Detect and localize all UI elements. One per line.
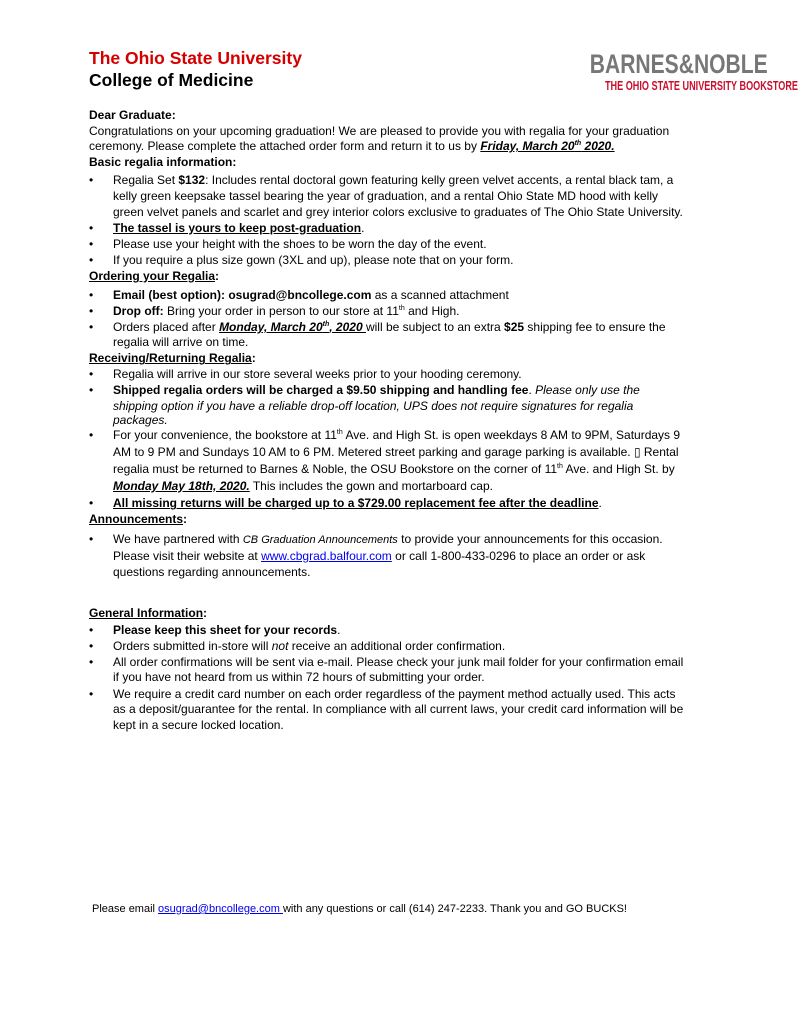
list-item bbox=[89, 320, 685, 351]
tassel-note: The tassel is yours to keep post-graduation bbox=[113, 220, 362, 235]
intro-deadline-text: Friday, March 20 bbox=[480, 139, 575, 154]
announcements-b: to provide your announcements for this occasion. Please visit their website at bbox=[113, 532, 663, 564]
shipping-fee-dot: . bbox=[528, 383, 532, 398]
shipping-fee: Shipped regalia orders will be charged a $9.50 shipping and handling fee bbox=[113, 383, 529, 398]
in-store-a: Orders submitted in-store will bbox=[113, 638, 272, 653]
list-item bbox=[89, 496, 685, 512]
cbgrad-link[interactable]: www.cbgrad.balfour.com bbox=[261, 549, 392, 564]
ordering-heading bbox=[89, 269, 685, 285]
hours-d: This includes the gown and mortarboard cap. bbox=[249, 478, 493, 493]
general-list bbox=[89, 623, 685, 734]
receiving-heading-text: Receiving/Returning Regalia bbox=[89, 351, 252, 366]
tassel-note-end: . bbox=[361, 220, 365, 235]
late-order-date-b: , 2020 bbox=[329, 319, 366, 334]
announcements-a: We have partnered with bbox=[113, 532, 243, 547]
footer-a: Please email bbox=[92, 903, 159, 915]
letter-body bbox=[89, 108, 685, 734]
drop-off-label: Drop off: bbox=[113, 303, 164, 318]
list-item bbox=[89, 427, 685, 494]
late-order-date bbox=[219, 320, 366, 334]
hours-b: Ave. and High St. is open weekdays 8 AM to 9PM, Saturdays 9 AM to 9 PM and Sundays 10 AM to 6 PM. Metered street parking and garage parking is available. ▯ Rental regalia must be returned to Barnes & Noble, the OSU Bookstore on the corner of 11 bbox=[113, 428, 681, 476]
shipping-fee-note: Please only use the shipping option if you have a reliable drop-off location, UPS does not require signatures for regalia packages. bbox=[113, 383, 640, 427]
in-store-b: receive an additional order confirmation. bbox=[288, 638, 506, 653]
late-order-a: Orders placed after bbox=[113, 319, 220, 334]
in-store-not: not bbox=[271, 638, 289, 653]
keep-sheet-end: . bbox=[337, 622, 341, 637]
university-title: The Ohio State University bbox=[89, 48, 302, 68]
list-item bbox=[89, 639, 685, 655]
credit-card-note: We require a credit card number on each order regardless of the payment method actually used. This acts as a deposit/guarantee for the rental. In compliance with all current laws, your credit card information will be kept in a secure locked location. bbox=[113, 686, 684, 732]
salutation: Dear Graduate: bbox=[89, 108, 176, 122]
list-item bbox=[89, 531, 685, 580]
college-title: College of Medicine bbox=[89, 70, 254, 90]
basic-item1-a: Regalia Set bbox=[113, 173, 179, 188]
regalia-price: $132 bbox=[178, 173, 206, 188]
return-deadline: Monday May 18th, 2020. bbox=[113, 478, 250, 493]
announcements-heading-text: Announcements bbox=[89, 512, 184, 527]
basic-item1-b: : Includes rental doctoral gown featuring kelly green velvet accents, a rental black tam, a kelly green keepsake tassel bearing the year of graduation, and a rental Ohio State MD hood with kelly green velvet panels and scarlet and grey interior colors exclusive to graduates of The Ohio State University. bbox=[113, 173, 683, 219]
hours-c: Ave. and High St. by bbox=[562, 461, 675, 476]
hours-a: For your convenience, the bookstore at 11 bbox=[113, 428, 337, 443]
announcements-c: or call 1-800-433-0296 to place an order or ask questions regarding announcements. bbox=[113, 549, 646, 580]
intro-paragraph bbox=[89, 124, 685, 155]
order-email: Email (best option): osugrad@bncollege.com bbox=[113, 287, 372, 302]
intro-deadline bbox=[480, 139, 614, 153]
general-heading-text: General Information bbox=[89, 606, 204, 621]
general-heading-colon: : bbox=[203, 606, 208, 621]
announcements-list bbox=[89, 531, 685, 580]
list-item bbox=[89, 623, 685, 639]
list-item bbox=[89, 304, 685, 320]
receiving-heading-colon: : bbox=[251, 351, 256, 366]
late-order-date-sup: th bbox=[322, 320, 330, 328]
cb-graduation-name: CB Graduation Announcements bbox=[242, 534, 398, 547]
announcements-heading-colon: : bbox=[183, 512, 188, 527]
logo-subtitle: THE OHIO STATE UNIVERSITY BOOKSTORE bbox=[605, 78, 798, 93]
late-order-c: shipping fee to ensure the regalia will arrive on time. bbox=[113, 319, 666, 350]
footer-b: with any questions or call (614) 247-2233. Thank you and GO BUCKS! bbox=[282, 903, 627, 915]
list-item bbox=[89, 383, 685, 427]
missing-returns-fee: All missing returns will be charged up to a $729.00 replacement fee after the deadline bbox=[113, 496, 599, 511]
confirmation-note: All order confirmations will be sent via e-mail. Please check your junk mail folder for your confirmation email if you have not heard from us within 72 hours of submitting your order. bbox=[113, 654, 684, 685]
list-item bbox=[89, 253, 685, 269]
intro-text: Congratulations on your upcoming graduation! We are pleased to provide you with regalia for your graduation ceremony. Please complete the attached order form and return it to us by bbox=[89, 123, 670, 154]
hours-sup1: th bbox=[336, 429, 343, 437]
late-order-fee: $25 bbox=[504, 319, 525, 334]
announcements-heading bbox=[89, 512, 685, 528]
intro-deadline-sup: th bbox=[574, 140, 582, 148]
list-item bbox=[89, 288, 685, 304]
logo-wordmark: BARNES&NOBLE bbox=[589, 49, 768, 79]
ordering-heading-colon: : bbox=[215, 268, 220, 283]
list-item bbox=[89, 367, 685, 383]
keep-sheet-note: Please keep this sheet for your records bbox=[113, 622, 338, 637]
list-item bbox=[89, 237, 685, 253]
list-item bbox=[89, 655, 685, 686]
barnes-noble-logo bbox=[548, 49, 798, 93]
footer bbox=[92, 902, 712, 916]
general-heading bbox=[89, 606, 685, 622]
basic-heading: Basic regalia information: bbox=[89, 154, 237, 169]
receiving-item1: Regalia will arrive in our store several weeks prior to your hooding ceremony. bbox=[113, 367, 522, 381]
hours-sup2: th bbox=[557, 462, 563, 470]
intro-deadline-year: 2020. bbox=[584, 139, 615, 154]
footer-email-link[interactable]: osugrad@bncollege.com bbox=[158, 903, 283, 915]
late-order-b: will be subject to an extra bbox=[365, 319, 505, 334]
late-order-date-a: Monday, March 20 bbox=[219, 319, 323, 334]
drop-off-b: and High. bbox=[404, 303, 460, 318]
order-email-rest: as a scanned attachment bbox=[371, 287, 509, 302]
list-item bbox=[89, 221, 685, 237]
missing-returns-end: . bbox=[598, 496, 602, 511]
basic-list bbox=[89, 173, 685, 268]
receiving-heading bbox=[89, 351, 685, 367]
basic-item3: Please use your height with the shoes to be worn the day of the event. bbox=[113, 236, 487, 251]
list-item bbox=[89, 687, 685, 734]
list-item bbox=[89, 173, 685, 220]
receiving-list bbox=[89, 367, 685, 512]
drop-off-sup: th bbox=[398, 304, 405, 312]
basic-item4: If you require a plus size gown (3XL and up), please note that on your form. bbox=[113, 252, 514, 267]
drop-off-a: Bring your order in person to our store at 11 bbox=[163, 303, 399, 318]
ordering-list bbox=[89, 288, 685, 351]
ordering-heading-text: Ordering your Regalia bbox=[89, 268, 216, 283]
